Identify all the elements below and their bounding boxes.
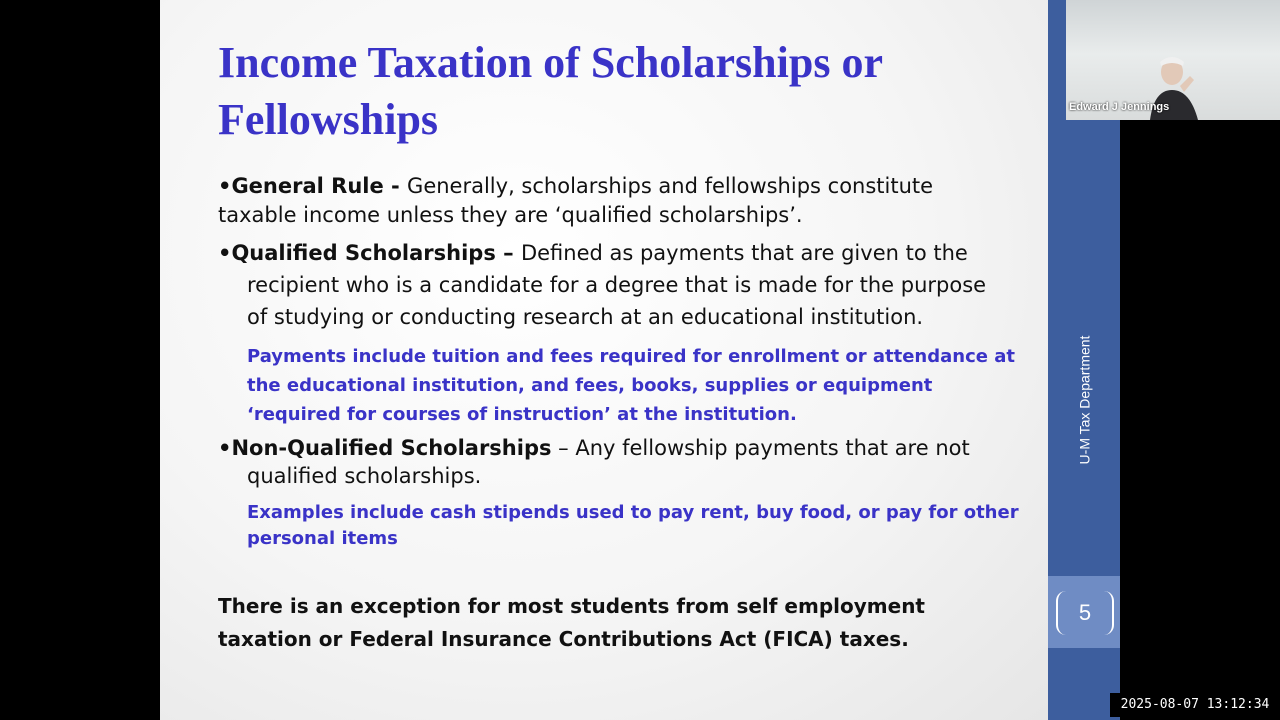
bullet-marker: • [218, 241, 232, 265]
non-qualified-examples: Examples include cash stipends used to pay rent, buy food, or pay for other personal items [247, 502, 1019, 549]
bullet-qualified-scholarships [218, 237, 1018, 333]
bullet-term: General Rule - [231, 174, 408, 198]
participant-name: Edward J Jennings [1069, 101, 1170, 113]
fica-exception-note: There is an exception for most students from self employment taxation or Federal Insurance Contributions Act (FICA) taxes. [218, 594, 925, 651]
slide-title: Income Taxation of Scholarships or Fellowships [218, 38, 883, 144]
bullet-text-continued: recipient who is a candidate for a degree that is made for the purpose [247, 273, 987, 297]
bullet-text: Defined as payments that are given to the [520, 241, 968, 265]
bullet-marker: • [218, 436, 232, 460]
sidebar-label [1048, 300, 1120, 500]
bullet-non-qualified-scholarships [218, 434, 1018, 490]
page-number: 5 [1056, 591, 1114, 635]
sidebar-label-text: U-M Tax Department [1076, 335, 1092, 465]
bullet-text-continued: taxable income unless they are ‘qualified scholarships’. [218, 203, 803, 227]
recording-timestamp: 2025-08-07 13:12:34 [1110, 693, 1280, 717]
bullet-text-continued: of studying or conducting research at an educational institution. [247, 305, 924, 329]
bullet-text: – Any fellowship payments that are not [551, 436, 970, 460]
bullet-general-rule [218, 172, 1008, 230]
bullet-term: Non-Qualified Scholarships [231, 436, 552, 460]
bullet-text-continued: qualified scholarships. [247, 464, 482, 488]
bullet-text: Generally, scholarships and fellowships constitute [407, 174, 934, 198]
bullet-term: Qualified Scholarships – [231, 241, 521, 265]
bullet-marker: • [218, 174, 232, 198]
qualified-payments-detail: Payments include tuition and fees required for enrollment or attendance at the educational institution, and fees, books, supplies or equipment ‘required for courses of instruction’ at the institution. [247, 346, 1015, 425]
